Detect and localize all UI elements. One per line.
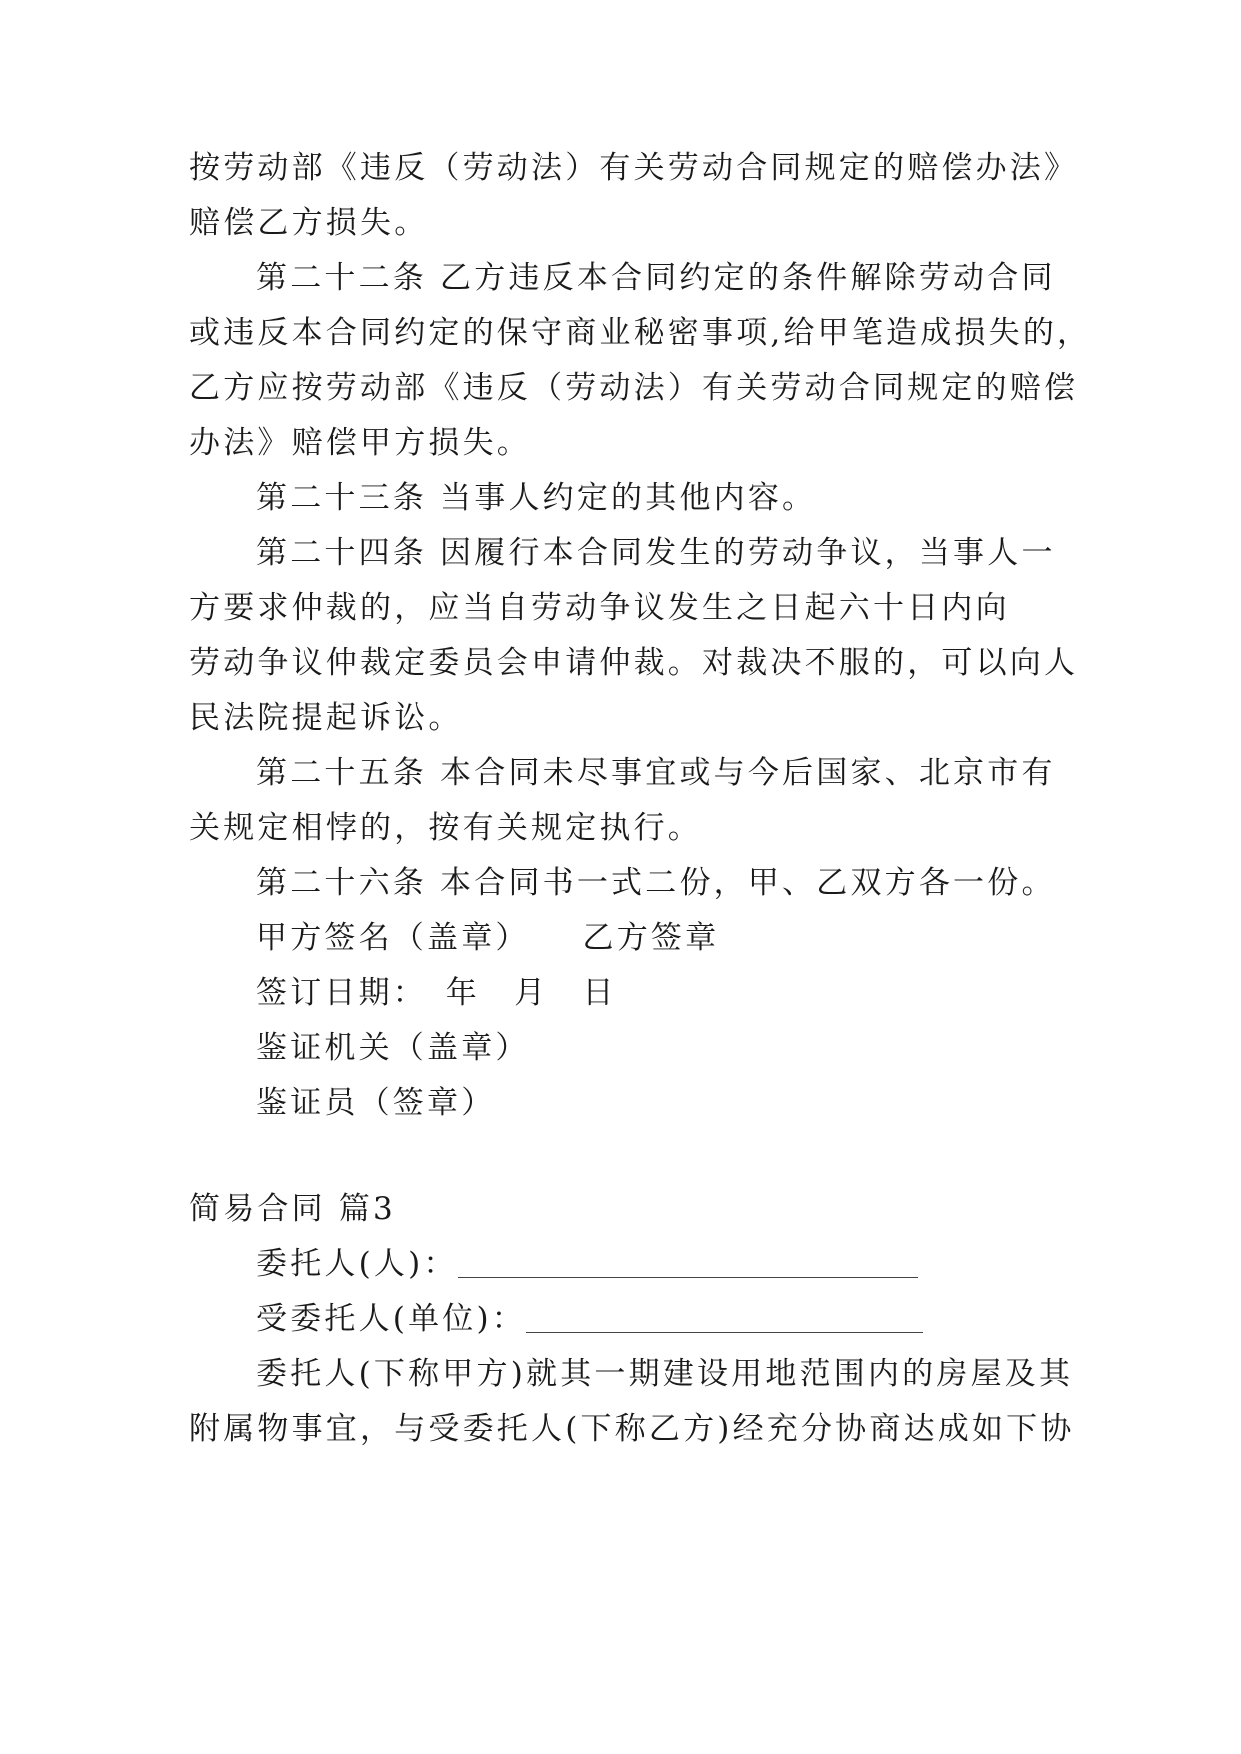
notary-officer-line: 鉴证员（签章） [256,1085,496,1121]
agent-blank[interactable] [526,1302,923,1333]
notary-office-line: 鉴证机关（盖章） [256,1030,530,1066]
principal-label: 委托人(人)： [256,1246,458,1282]
paragraph-line: 办法》赔偿甲方损失。 [189,425,531,461]
paragraph-line: 或违反本合同约定的保守商业秘密事项,给甲笔造成损失的， [189,315,1092,351]
principal-blank[interactable] [458,1247,918,1278]
paragraph-line: 乙方应按劳动部《违反（劳动法）有关劳动合同规定的赔偿 [189,370,1079,406]
article-22-line: 第二十二条 乙方违反本合同约定的条件解除劳动合同 [256,260,1056,296]
principal-field [256,1242,918,1286]
section-heading: 简易合同 篇3 [189,1191,396,1227]
paragraph-line: 劳动争议仲裁定委员会申请仲裁。对裁决不服的，可以向人 [189,645,1079,681]
paragraph-line: 赔偿乙方损失。 [189,205,429,241]
paragraph-line: 附属物事宜，与受委托人(下称乙方)经充分协商达成如下协 [189,1411,1075,1447]
agent-label: 受委托人(单位)： [256,1301,526,1337]
paragraph-line: 关规定相悖的，按有关规定执行。 [189,810,702,846]
paragraph-line: 民法院提起诉讼。 [189,700,463,736]
agent-field [256,1297,923,1341]
article-24-line: 第二十四条 因履行本合同发生的劳动争议，当事人一 [256,535,1056,571]
paragraph-line: 方要求仲裁的，应当自劳动争议发生之日起六十日内向 [189,590,1010,626]
sign-date-line: 签订日期： 年 月 日 [256,975,617,1011]
article-25-line: 第二十五条 本合同未尽事宜或与今后国家、北京市有 [256,755,1056,791]
paragraph-line: 按劳动部《违反（劳动法）有关劳动合同规定的赔偿办法》 [189,150,1079,186]
signature-line: 甲方签名（盖章） 乙方签章 [256,920,720,956]
article-23-line: 第二十三条 当事人约定的其他内容。 [256,480,817,516]
paragraph-line: 委托人(下称甲方)就其一期建设用地范围内的房屋及其 [256,1356,1074,1392]
article-26-line: 第二十六条 本合同书一式二份，甲、乙双方各一份。 [256,865,1056,901]
